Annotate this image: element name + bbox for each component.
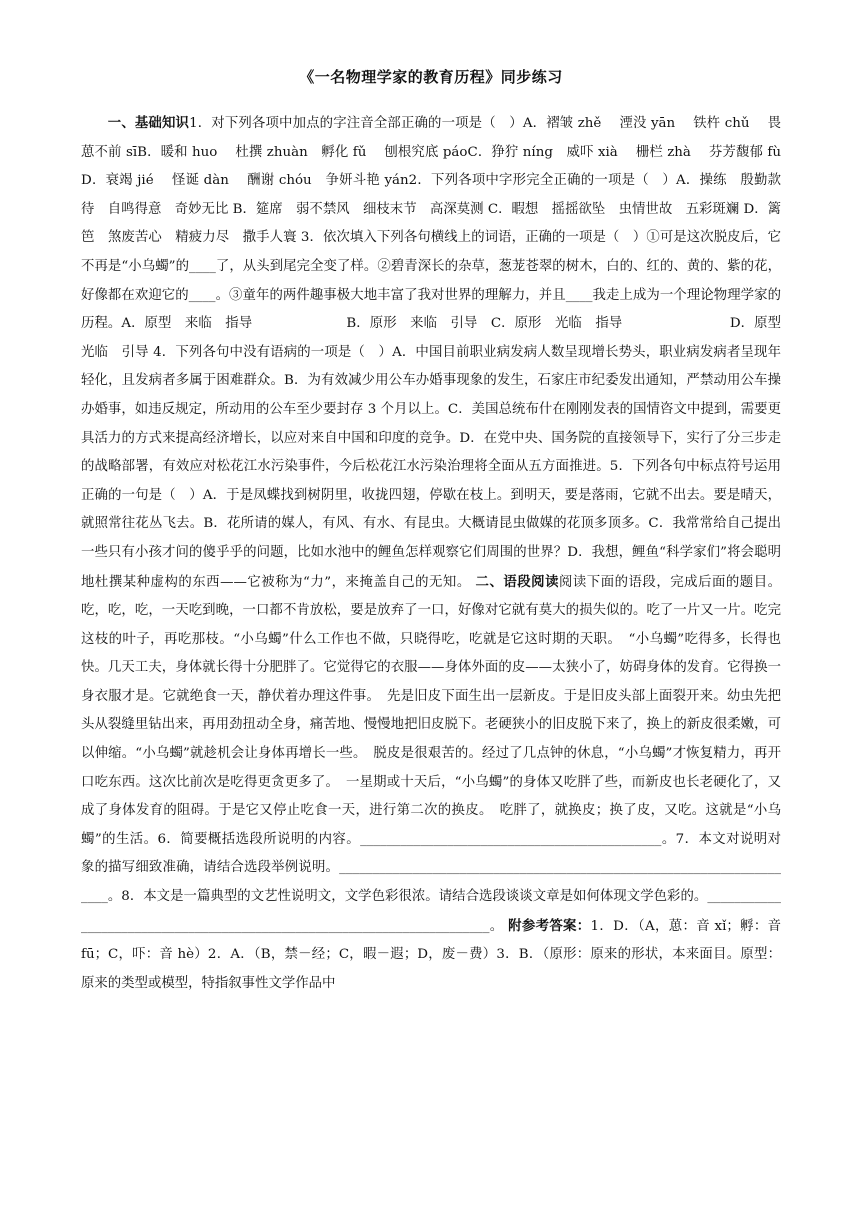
section-answers-text: 1．D．（A，葸：音 xǐ；孵：音 fū；C，吓：音 hè）2．A．（B，禁－经；C，暇－遐；D，废－费）3．B．（原形：原来的形状，本来面目。原型：原来的类型或模型，特指叙事性文学作品中 — [81, 918, 781, 991]
exercise-body — [81, 109, 795, 998]
section-reading-text: 阅读下面的语段，完成后面的题目。吃，吃，吃，一天吃到晚，一口都不肯放松，要是放弃了一口，好像对它就有莫大的损失似的。吃了一片又一片。吃完这枝的叶子，再吃那枝。“小乌蠋”什么工作也不做，只晓得吃，吃就是它这时期的天职。 “小乌蠋”吃得多，长得也快。几天工夫，身体就长得十分肥胖了。它觉得它的衣服——身体外面的皮——太狭小了，妨碍身体的发育。它得换一身衣服才是。它就绝食一天，静伏着办理这件事。 先是旧皮下面生出一层新皮。于是旧皮头部上面裂开来。幼虫先把头从裂缝里钻出来，再用劲扭动全身，痛苦地、慢慢地把旧皮脱下。老硬狭小的旧皮脱下来了，换上的新皮很柔嫩，可以伸缩。“小乌蠋”就趁机会让身体再增长一些。 脱皮是很艰苦的。经过了几点钟的休息，“小乌蠋”才恢复精力，再开口吃东西。这次比前次是吃得更贪更多了。 一星期或十天后，“小乌蠋”的身体又吃胖了些，而新皮也长老硬化了，又成了身体发育的阻碍。于是它又停止吃食一天，进行第二次的换皮。 吃胖了，就换皮；换了皮，又吃。这就是“小乌蠋”的生活。6．简要概括选段所说明的内容。_____________________________________________。7．本文对说明对象的描写细致准确，请结合选段举例说明。______________________________________________________________________。8．本文是一篇典型的文艺性说明文，文学色彩很浓。请结合选段谈谈文章是如何体现文学色彩的。________________________________________________________________________。 — [81, 574, 782, 934]
page-title: 《一名物理学家的教育历程》同步练习 — [299, 68, 563, 86]
section-basics-text: 1．对下列各项中加点的字注音全部正确的一项是（ ）A．褶皱 zhě 湮没 yān 铁杵 chǔ 畏葸不前 sīB．暖和 huo 杜撰 zhuàn 孵化 fǔ 刨根究底 páoC．狰狞 níng 威吓 xià 栅栏 zhà 芬芳馥郁 fùD．衰竭 jié 怪诞 dàn 酬谢 chóu 争妍斗艳 yán2．下列各项中字形完全正确的一项是（ ）A．操练 殷勤款待 自鸣得意 奇妙无比 B．筵席 弱不禁风 细枝末节 高深莫测 C．暇想 摇摇欲坠 虫情世故 五彩斑斓 D．篱笆 煞废苦心 精疲力尽 撒手人寰 3．依次填入下列各句横线上的词语，正确的一项是（ ）①可是这次脱皮后，它不再是“小乌蠋”的____了，从头到尾完全变了样。②碧青深长的杂草，葱茏苍翠的树木，白的、红的、黄的、紫的花，好像都在欢迎它的____。③童年的两件趣事极大地丰富了我对世界的理解力，并且____我走上成为一个理论物理学家的历程。A．原型 来临 指导 B．原形 来临 引导 C．原形 光临 指导 D．原型 光临 引导 4．下列各句中没有语病的一项是（ ）A．中国目前职业病发病人数呈现增长势头，职业病发病者呈现年轻化，且发病者多属于困难群众。B．为有效减少用公车办婚事现象的发生，石家庄市纪委发出通知，严禁动用公车操办婚事，如违反规定，所动用的公车至少要封存 3 个月以上。C．美国总统布什在刚刚发表的国情咨文中提到，需要更具活力的方式来提高经济增长，以应对来自中国和印度的竞争。D．在党中央、国务院的直接领导下，实行了分三步走的战略部署，有效应对松花江水污染事件，今后松花江水污染治理将全面从五方面推进。5．下列各句中标点符号运用正确的一句是（ ）A．于是凤蝶找到树阴里，收拢四翅，停歇在枝上。到明天，要是落雨，它就不出去。要是晴天，就照常往花丛飞去。B．花所请的媒人，有风、有水、有昆虫。大概请昆虫做媒的花顶多顶多。C．我常常给自己提出一些只有小孩才问的傻乎乎的问题，比如水池中的鲤鱼怎样观察它们周围的世界？D．我想，鲤鱼“科学家们”将会聪明地杜撰某种虚构的东西——它被称为“力”，来掩盖自己的无知。 — [81, 116, 795, 590]
section-heading-basics: 一、基础知识 — [107, 115, 190, 131]
section-heading-answers: 附参考答案： — [508, 917, 591, 934]
document-page — [81, 66, 795, 998]
section-heading-reading: 二、语段阅读 — [475, 573, 559, 590]
